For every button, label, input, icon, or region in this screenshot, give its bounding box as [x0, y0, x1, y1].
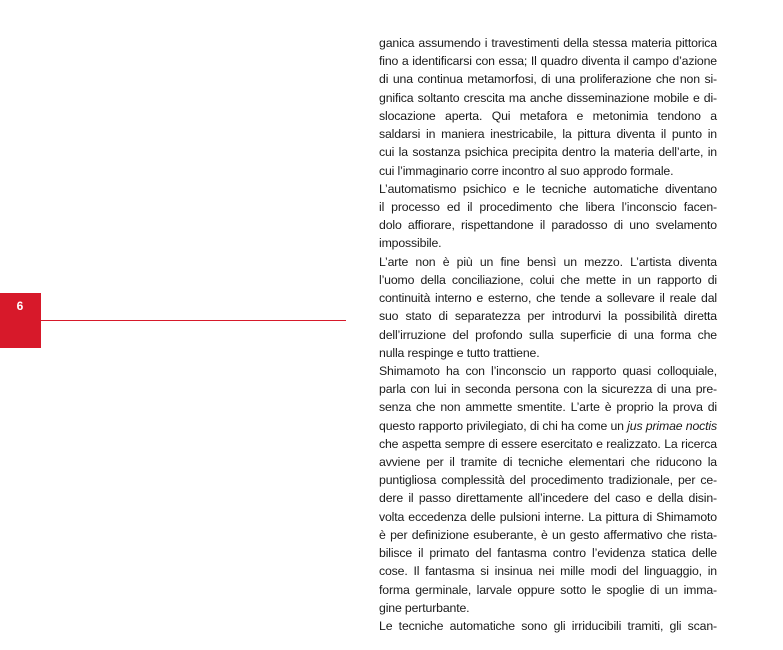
text-line: che aspetta sempre di essere esercitato e realizzato. La ricerca	[379, 436, 717, 451]
text-line: gine perturbante.	[379, 600, 470, 615]
text-line: il processo ed il procedimento che libera l’inconscio facen-	[379, 199, 717, 214]
text-line: Le tecniche automatiche sono gli irriducibili tramiti, gli scan-	[379, 619, 717, 633]
text-line: l’uomo della conciliazione, colui che mette in un rapporto di	[379, 272, 717, 287]
text-line: L’automatismo psichico e le tecniche automatiche diventano	[379, 181, 717, 196]
text-line	[379, 417, 717, 435]
text-line: impossibile.	[379, 236, 442, 251]
text-line: puntigliosa complessità del procedimento tradizionale, per ce-	[379, 473, 717, 488]
text-line: bilisce il primato del fantasma contro l’evidenza statica delle	[379, 546, 717, 561]
text-line: fino a identificarsi con essa; Il quadro diventa il campo d’azione	[379, 54, 717, 69]
text-line: senza che non ammette smentite. L’arte è proprio la prova di	[379, 400, 717, 415]
text-line: parla con lui in seconda persona con la sicurezza di una pre-	[379, 382, 717, 397]
text-line: cose. Il fantasma si insinua nei mille modi del linguaggio, in	[379, 564, 717, 579]
body-text-column	[379, 34, 717, 635]
text-line: gnifica soltanto crescita ma anche disseminazione mobile e di-	[379, 90, 717, 105]
text-line: saldarsi in maniera inestricabile, la pittura diventa il punto in	[379, 127, 717, 142]
text-line: continuità interno e esterno, che tende a sollevare il reale dal	[379, 291, 717, 306]
text-line: di una continua metamorfosi, di una proliferazione che non si-	[379, 72, 717, 87]
text-line: è per definizione esuberante, è un gesto affermativo che rista-	[379, 527, 717, 542]
text-line: forma germinale, larvale oppure sotto le spoglie di un imma-	[379, 582, 717, 597]
text-line: nulla respinge e tutto trattiene.	[379, 345, 540, 360]
text-line: ganica assumendo i travestimenti della stessa materia pittorica	[379, 36, 717, 50]
page-marker-rule	[41, 320, 346, 321]
text-line: cui la sostanza psichica precipita dentro la materia dell’arte, in	[379, 145, 717, 160]
text-line: dolo affiorare, rispettandone il paradosso di uno svelamento	[379, 218, 717, 233]
text-line: slocazione aperta. Qui metafora e metonimia tendono a	[379, 108, 717, 123]
italic-phrase: jus primae noctis	[627, 418, 717, 433]
text-line: dere il passo direttamente all’incedere del caso e della disin-	[379, 491, 717, 506]
text-line: dell’irruzione del profondo sulla superficie di una forma che	[379, 327, 717, 342]
text-line: avviene per il tramite di tecniche elementari che riducono la	[379, 455, 717, 470]
text-line: volta eccedenza delle pulsioni interne. La pittura di Shimamoto	[379, 509, 717, 524]
page-number: 6	[16, 299, 24, 313]
text-line: cui l’immaginario corre incontro al suo approdo formale.	[379, 163, 674, 178]
text-segment: questo rapporto privilegiato, di chi ha come un	[379, 418, 628, 433]
text-line: Shimamoto ha con l’inconscio un rapporto quasi colloquiale,	[379, 363, 717, 378]
text-line: L’arte non è più un fine bensì un mezzo. L’artista diventa	[379, 254, 717, 269]
text-line: suo stato di separatezza per introdurvi la possibilità diretta	[379, 309, 717, 324]
